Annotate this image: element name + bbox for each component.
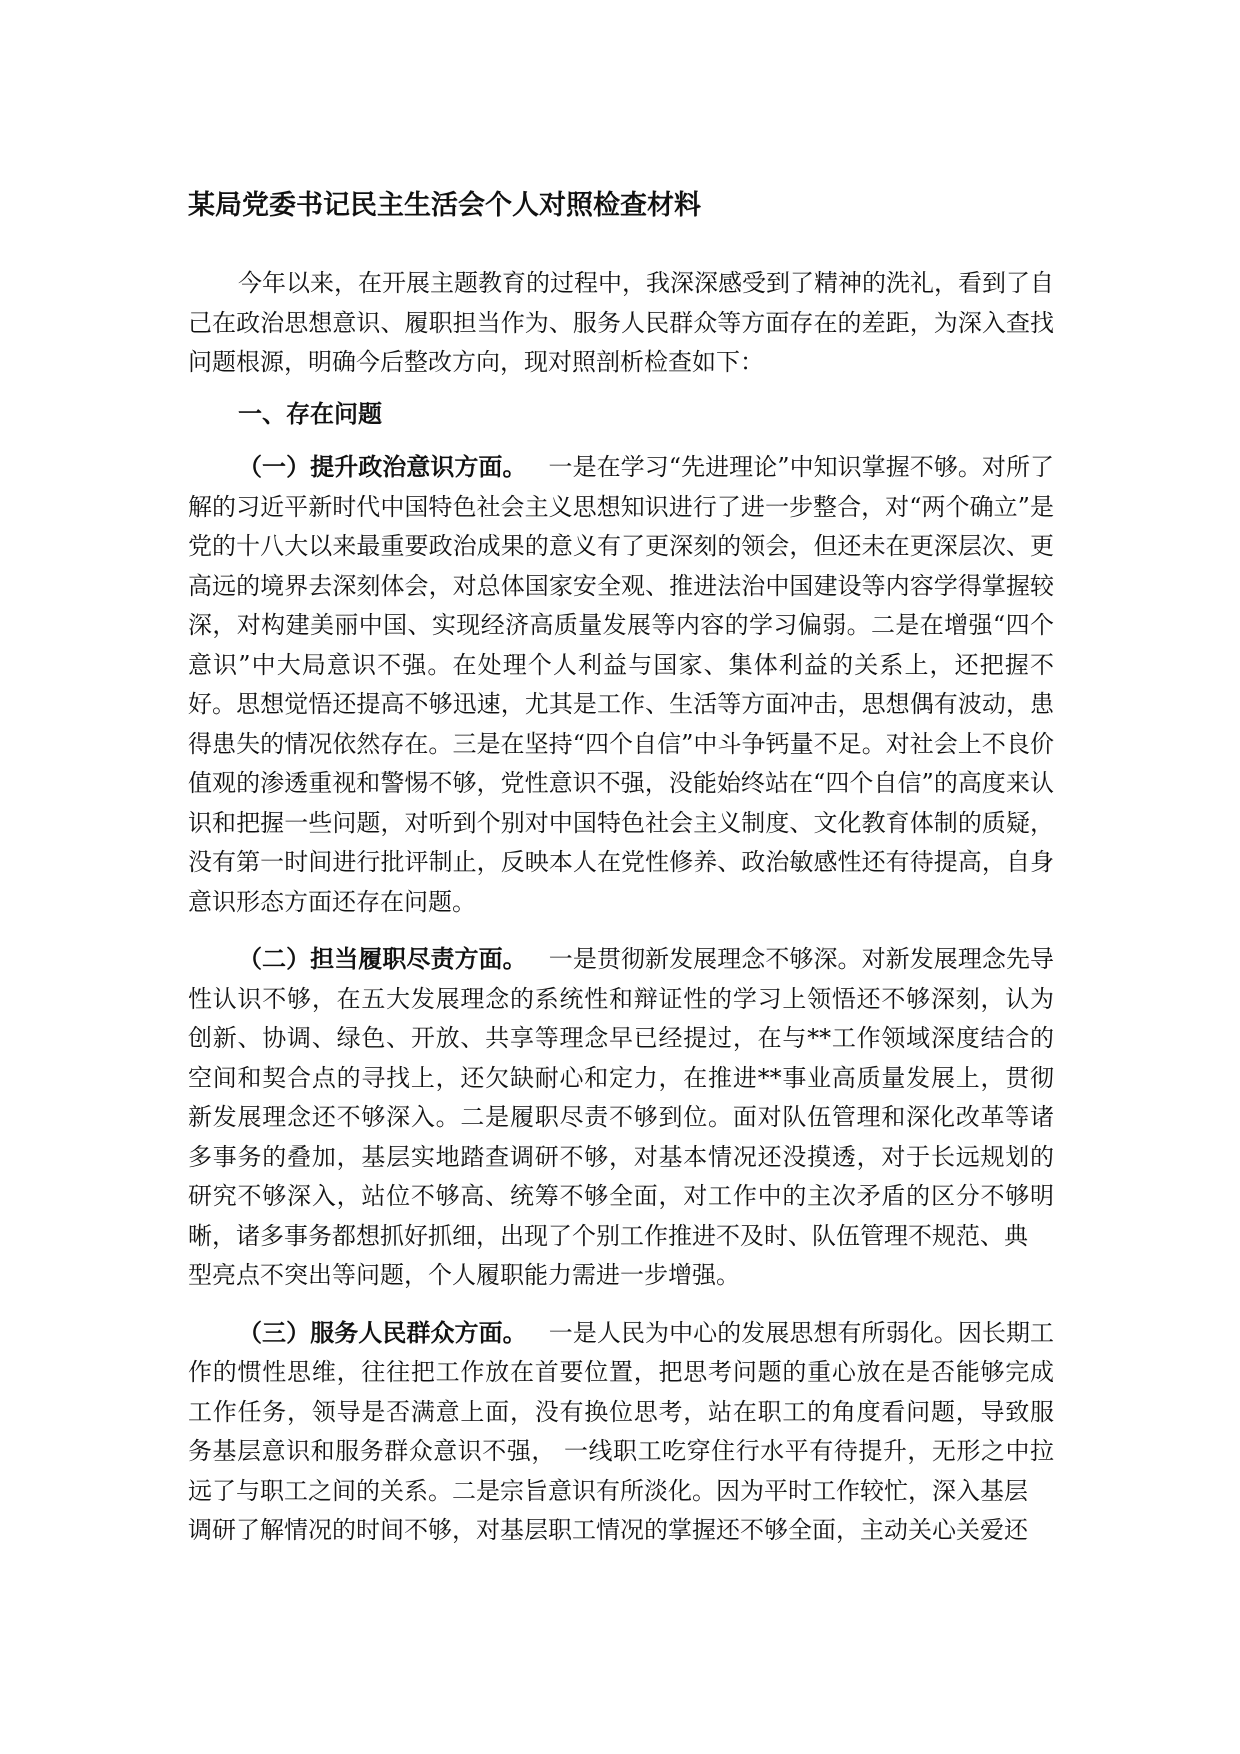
item-political-awareness-text: 一是在学习“先进理论”中知识掌握不够。对所了解的习近平新时代中国特色社会主义思想知识进行了进一步整合，对“两个确立”是党的十八大以来最重要政治成果的意义有了更深刻的领会，但还未在更深层次、更高远的境界去深刻体会，对总体国家安全观、推进法治中国建设等内容学得掌握较深，对构建美丽中国、实现经济高质量发展等内容的学习偏弱。二是在增强“四个意识”中大局意识不强。在处理个人利益与国家、集体利益的关系上，还把握不好。思想觉悟还提高不够迅速，尤其是工作、生活等方面冲击，思想偶有波动，患得患失的情况依然存在。三是在坚持“四个自信”中斗争钙量不足。对社会上不良价值观的渗透重视和警惕不够，党性意识不强，没能始终站在“四个自信”的高度来认识和把握一些问题，对听到个别对中国特色社会主义制度、文化教育体制的质疑，没有第一时间进行批评制止，反映本人在党性修养、政治敏感性还有待提高，自身意识形态方面还存在问题。	[188, 453, 1054, 916]
item-serving-people	[188, 1314, 1054, 1551]
item-duty-responsibility-paragraph	[188, 940, 1054, 1256]
item-political-awareness	[188, 448, 1054, 922]
item-duty-responsibility	[188, 940, 1054, 1296]
item-political-awareness-paragraph	[188, 448, 1054, 922]
item-duty-responsibility-heading: （二）担当履职尽责方面。	[238, 945, 527, 973]
item-serving-people-text: 一是人民为中心的发展思想有所弱化。因长期工 作的惯性思维，往往把工作放在首要位置，把思考问题的重心放在是否能够完成 工作任务，领导是否满意上面，没有换位思考，站在职工的角度看问题，导致服 务基层意识和服务群众意识不强， 一线职工吃穿住行水平有待提升，无形之中拉 远了与职工之间的关系。二是宗旨意识有所淡化。因为平时工作较忙，深入基层	[188, 1318, 1055, 1505]
document-title: 某局党委书记民主生活会个人对照检查材料	[188, 190, 701, 221]
document-body	[188, 188, 1054, 1569]
section-heading-problems: 一、存在问题	[238, 399, 382, 428]
item-serving-people-heading: （三）服务人民群众方面。	[238, 1318, 527, 1347]
item-duty-responsibility-text: 一是贯彻新发展理念不够深。对新发展理念先导 性认识不够，在五大发展理念的系统性和辩证性的学习上领悟还不够深刻，认为 创新、协调、绿色、开放、共享等理念早已经提过，在与**工作领域深度结合的 空间和契合点的寻找上，还欠缺耐心和定力，在推进**事业高质量发展上，贯彻 新发展理念还不够深入。二是履职尽责不够到位。面对队伍管理和深化改革等诸 多事务的叠加，基层实地踏查调研不够，对基本情况还没摸透，对于长远规划的 研究不够深入，站位不够高、统筹不够全面，对工作中的主次矛盾的区分不够明 晰，诸多事务都想抓好抓细，出现了个别工作推进不及时、队伍管理不规范、典	[188, 945, 1055, 1250]
item-duty-responsibility-continuation: 型亮点不突出等问题，个人履职能力需进一步增强。	[188, 1261, 740, 1289]
intro-paragraph: 今年以来，在开展主题教育的过程中，我深深感受到了精神的洗礼，看到了自己在政治思想意识、履职担当作为、服务人民群众等方面存在的差距，为深入查找问题根源，明确今后整改方向，现对照剖析检查如下：	[188, 269, 1054, 376]
item-serving-people-continuation: 调研了解情况的时间不够，对基层职工情况的掌握还不够全面，主动关心关爱还	[188, 1516, 1028, 1544]
item-political-awareness-heading: （一）提升政治意识方面。	[238, 453, 527, 481]
item-serving-people-paragraph	[188, 1314, 1054, 1512]
